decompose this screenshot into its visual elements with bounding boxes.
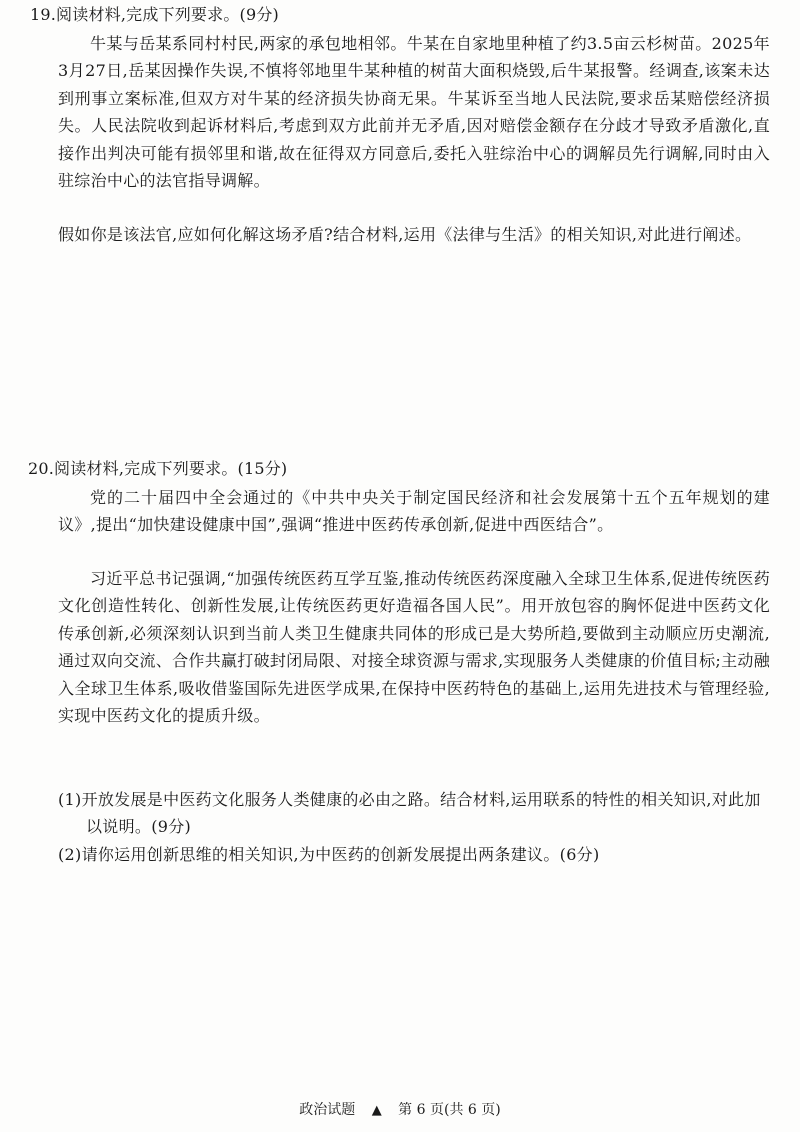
q19-title: 19.阅读材料,完成下列要求。(9分) [30,5,279,24]
q20-sub-question-2: (2)请你运用创新思维的相关知识,为中医药的创新发展提出两条建议。(6分) [58,844,600,864]
footer-page-number: 第 6 页(共 6 页) [398,1102,501,1118]
q20-material-block-1 [58,484,770,539]
q20-material-2: 习近平总书记强调,“加强传统医药互学互鉴,推动传统医药深度融入全球卫生体系,促进传统医药文化创造性转化、创新性发展,让传统医药更好造福各国人民”。用开放包容的胸怀促进中医药文化传承创新,必须深刻认识到当前人类卫生健康共同体的形成已是大势所趋,要做到主动顺应历史潮流,通过双向交流、合作共赢打破封闭局限、对接全球资源与需求,实现服务人类健康的价值目标;主动融入全球卫生体系,吸收借鉴国际先进医学成果,在保持中医药特色的基础上,运用先进技术与管理经验,实现中医药文化的提质升级。 [58,569,770,726]
q19-question-block [58,221,770,248]
q20-sub-questions [58,786,772,868]
q19-question: 假如你是该法官,应如何化解这场矛盾?结合材料,运用《法律与生活》的相关知识,对此进行阐述。 [58,225,752,244]
q19-material-block [58,30,770,194]
q20-sub-question-1: (1)开放发展是中医药文化服务人类健康的必由之路。结合材料,运用联系的特性的相关知识,对此加以说明。(9分) [58,790,761,837]
triangle-marker-icon: ▲ [371,1103,382,1118]
q20-material-1: 党的二十届四中全会通过的《中共中央关于制定国民经济和社会发展第十五个五年规划的建议》,提出“加快建设健康中国”,强调“推进中医药传承创新,促进中西医结合”。 [58,488,770,535]
q19-material: 牛某与岳某系同村村民,两家的承包地相邻。牛某在自家地里种植了约3.5亩云杉树苗。2025年3月27日,岳某因操作失误,不慎将邻地里牛某种植的树苗大面积烧毁,后牛某报警。经调查,该案未达到刑事立案标准,但双方对牛某的经济损失协商无果。牛某诉至当地人民法院,要求岳某赔偿经济损失。人民法院收到起诉材料后,考虑到双方此前并无矛盾,因对赔偿金额存在分歧才导致矛盾激化,直接作出判决可能有损邻里和谐,故在征得双方同意后,委托入驻综治中心的调解员先行调解,同时由入驻综治中心的法官指导调解。 [58,34,770,191]
footer-subject: 政治试题 [299,1102,356,1118]
page-footer [0,1100,800,1121]
q20-material-block-2 [58,565,770,729]
q20-title: 20.阅读材料,完成下列要求。(15分) [28,459,288,478]
